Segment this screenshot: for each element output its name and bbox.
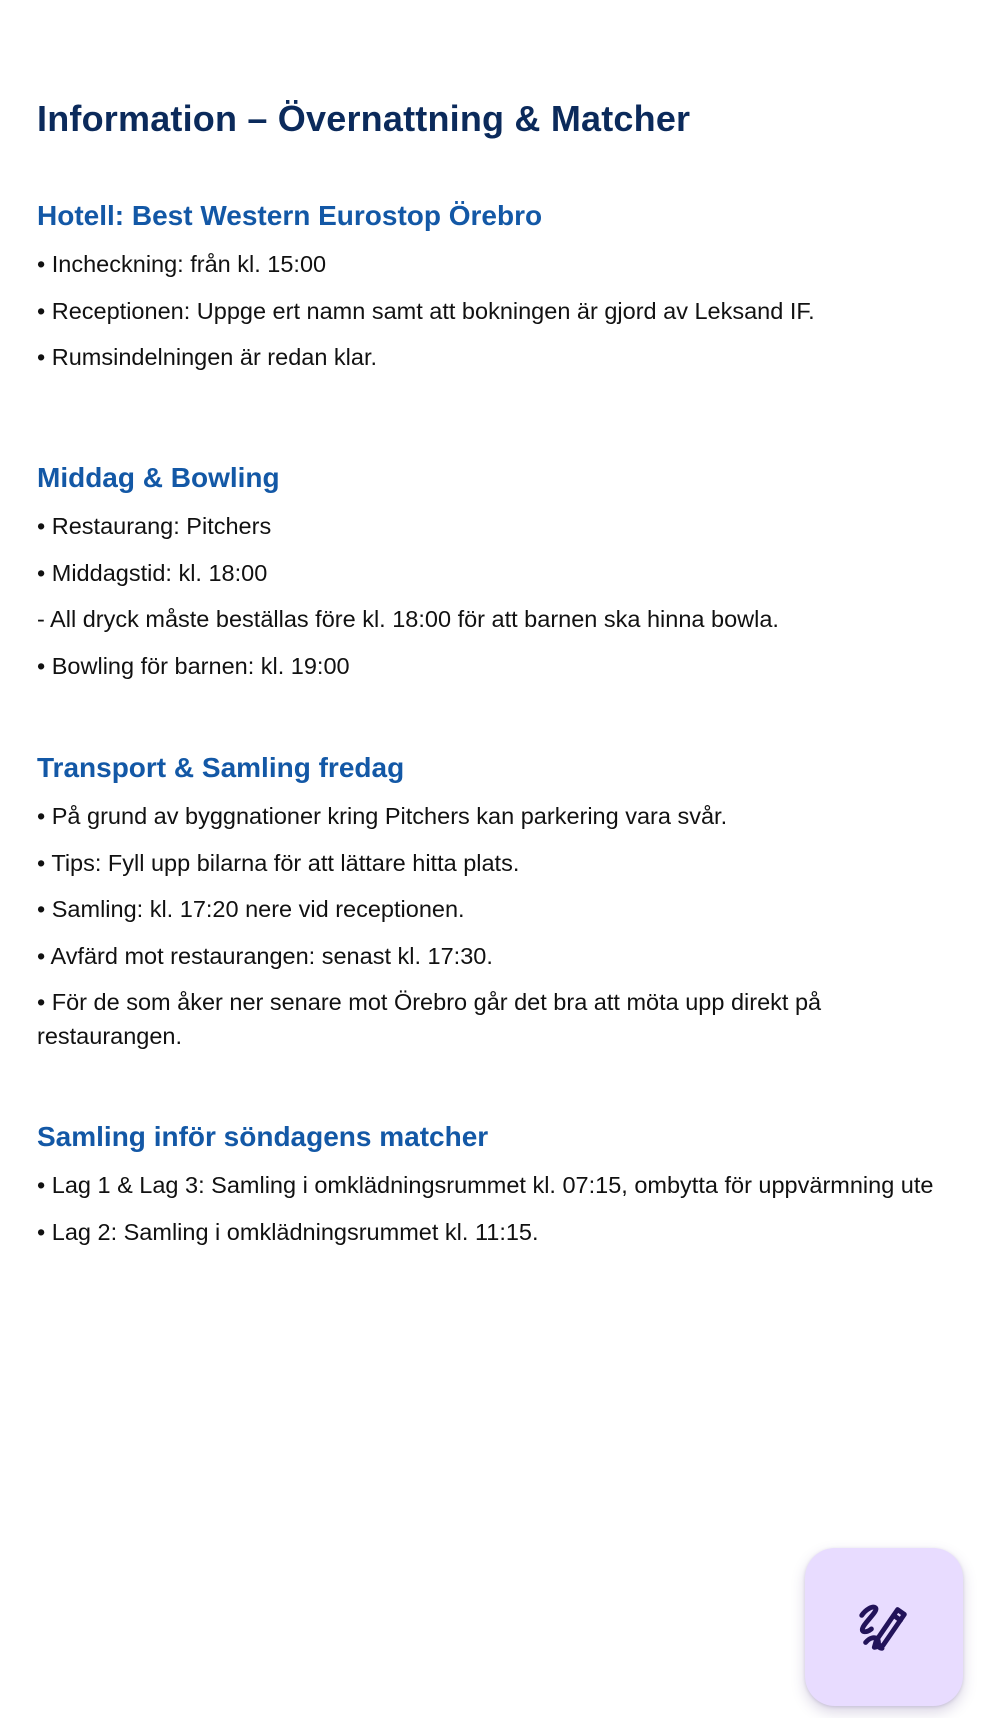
- section-hotel: [37, 199, 1000, 387]
- section-heading-dinner-bowling: Middag & Bowling: [37, 462, 280, 493]
- section-heading-hotel: Hotell: Best Western Eurostop Örebro: [37, 200, 543, 231]
- list-item: • Tips: Fyll upp bilarna för att lättare hitta plats.: [37, 849, 520, 876]
- section-transport: [37, 751, 1000, 1066]
- list-item: • Middagstid: kl. 18:00: [37, 559, 268, 586]
- list-item: • På grund av byggnationer kring Pitchers kan parkering vara svår.: [37, 803, 728, 829]
- list-item: • Samling: kl. 17:20 nere vid receptionen.: [37, 896, 465, 922]
- dinner-info-list: [37, 509, 1000, 683]
- transport-info-list: [37, 799, 1000, 1053]
- list-item: • För de som åker ner senare mot Örebro går det bra att möta upp direkt på restaurangen.: [37, 989, 822, 1049]
- list-item: • Rumsindelningen är redan klar.: [37, 344, 378, 370]
- hotel-info-list: [37, 247, 1000, 374]
- section-dinner-bowling: [37, 461, 1000, 695]
- list-item: • Avfärd mot restaurangen: senast kl. 17:30.: [37, 942, 493, 969]
- section-sunday-matches: [37, 1120, 1000, 1261]
- edit-pen-icon: [853, 1596, 915, 1658]
- list-item: • Lag 1 & Lag 3: Samling i omklädningsrummet kl. 07:15, ombytta för uppvärmning ute: [37, 1172, 934, 1198]
- list-item: • Receptionen: Uppge ert namn samt att bokningen är gjord av Leksand IF.: [37, 297, 815, 324]
- edit-fab-button[interactable]: [805, 1548, 963, 1706]
- page-title: Information – Övernattning & Matcher: [37, 98, 691, 139]
- section-heading-sunday-matches: Samling inför söndagens matcher: [37, 1121, 489, 1152]
- sunday-info-list: [37, 1168, 1000, 1249]
- list-item: • Lag 2: Samling i omklädningsrummet kl. 11:15.: [37, 1218, 539, 1245]
- list-item: • Incheckning: från kl. 15:00: [37, 251, 327, 277]
- list-item: • Bowling för barnen: kl. 19:00: [37, 652, 350, 679]
- list-item: • Restaurang: Pitchers: [37, 513, 272, 539]
- list-item: - All dryck måste beställas före kl. 18:00 för att barnen ska hinna bowla.: [37, 606, 779, 632]
- section-heading-transport: Transport & Samling fredag: [37, 752, 405, 783]
